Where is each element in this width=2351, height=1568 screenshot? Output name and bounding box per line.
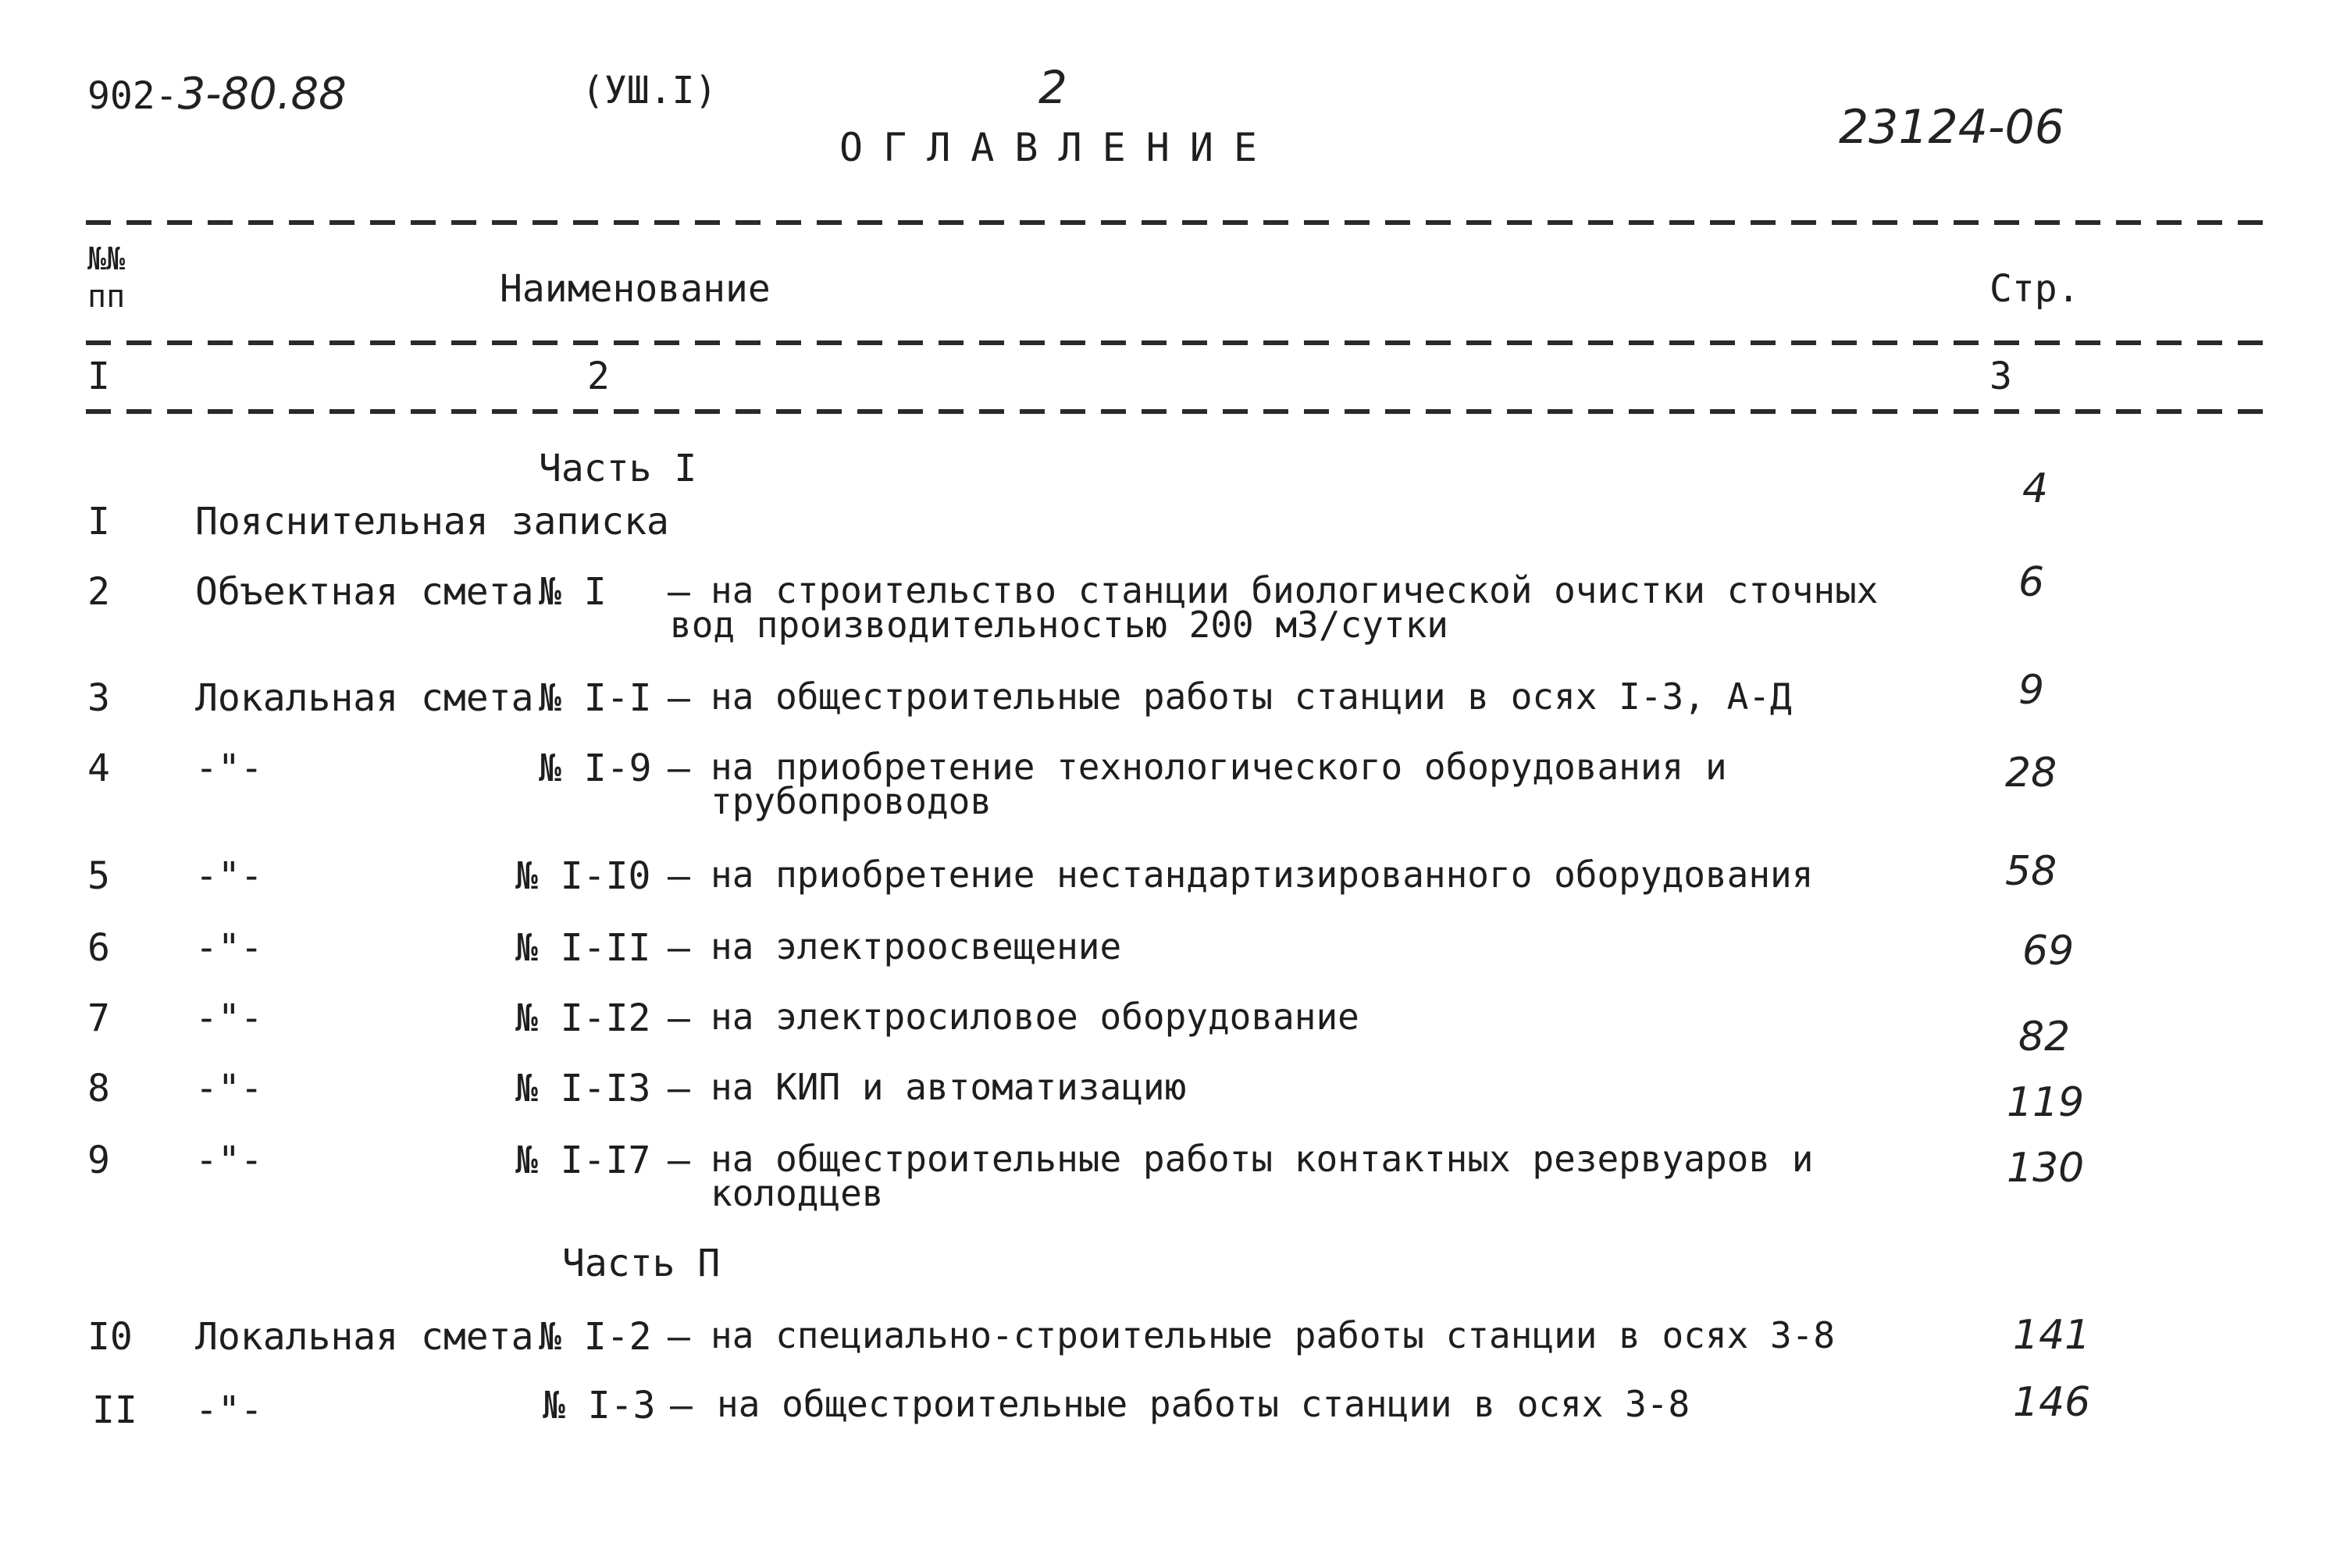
row-number: 3 (87, 676, 110, 720)
part-heading-2: Часть П (562, 1242, 721, 1285)
row-ref: № I-I (539, 676, 652, 720)
dash-separator: – (670, 1384, 693, 1427)
row-description: на приобретение технологического оборудования и (711, 746, 1727, 788)
page-number: 2 (1038, 61, 1067, 114)
row-description: на общестроительные работы станции в осях 3-8 (717, 1383, 1690, 1425)
row-description: на электросиловое оборудование (711, 996, 1359, 1038)
column-index-name: 2 (587, 355, 610, 398)
document-code-printed: 902- (87, 74, 178, 118)
row-number: 9 (87, 1139, 110, 1182)
row-page: 9 (2018, 667, 2045, 714)
column-header-page: Стр. (1989, 267, 2080, 311)
row-document: -"- (195, 926, 263, 970)
row-number: 5 (87, 854, 110, 898)
column-header-name: Наименование (500, 267, 771, 311)
divider-header (86, 340, 2272, 345)
divider-top (86, 220, 2272, 225)
row-description: на общестроительные работы станции в осях I-3, А-Д (711, 675, 1792, 718)
row-page: 141 (2013, 1312, 2091, 1359)
row-number: I0 (87, 1315, 133, 1359)
row-document: -"- (195, 996, 263, 1040)
row-ref: № I-9 (539, 747, 652, 790)
row-ref: № I-I2 (515, 996, 651, 1040)
dash-separator: – (668, 676, 690, 720)
row-document: Пояснительная записка (195, 500, 669, 543)
row-description: на специально-строительные работы станции в осях 3-8 (711, 1314, 1836, 1356)
dash-separator: – (668, 747, 690, 790)
row-number: 7 (87, 996, 110, 1040)
column-header-number: №№ пп (87, 241, 126, 315)
dash-separator: – (668, 996, 690, 1040)
row-page: 119 (2007, 1079, 2085, 1126)
divider-index (86, 409, 2272, 414)
row-document: -"- (195, 1067, 263, 1110)
row-page: 58 (2005, 848, 2057, 895)
row-ref: № I-3 (543, 1384, 656, 1427)
row-document: Объектная смета (195, 570, 534, 614)
dash-separator: – (668, 1067, 690, 1110)
row-number: 6 (87, 926, 110, 970)
row-ref: № I-I0 (515, 854, 651, 898)
row-description-continued: вод производительностью 200 м3/сутки (670, 604, 1448, 646)
album-label: (УШ.I) (582, 69, 718, 112)
document-code (87, 69, 347, 119)
row-document: Локальная смета (195, 1315, 534, 1359)
row-document: Локальная смета (195, 676, 534, 720)
row-number: 2 (87, 570, 110, 614)
row-description-continued: колодцев (711, 1172, 884, 1214)
part-heading-1: Часть I (539, 447, 697, 490)
row-number: 4 (87, 747, 110, 790)
dash-separator: – (668, 1315, 690, 1359)
row-document: -"- (195, 747, 263, 790)
row-ref: № I-2 (539, 1315, 652, 1359)
row-description: на электроосвещение (711, 925, 1122, 968)
row-document: -"- (195, 854, 263, 898)
row-document: -"- (195, 1388, 263, 1432)
row-number: I (87, 500, 110, 543)
row-page: 146 (2013, 1379, 2091, 1426)
dash-separator: – (668, 926, 690, 970)
row-page: 130 (2007, 1145, 2085, 1192)
row-document: -"- (195, 1139, 263, 1182)
row-description-continued: трубопроводов (711, 780, 992, 822)
row-page: 6 (2018, 559, 2045, 606)
dash-separator: – (668, 854, 690, 898)
column-index-page: 3 (1989, 355, 2012, 398)
row-page: 82 (2018, 1014, 2071, 1060)
row-ref: № I-II (515, 926, 651, 970)
page-title: ОГЛАВЛЕНИЕ (839, 125, 1278, 170)
inventory-number: 23124-06 (1839, 100, 2064, 155)
row-description: на строительство станции биологической очистки сточных (711, 569, 1879, 611)
row-description: на приобретение нестандартизированного оборудования (711, 853, 1814, 896)
row-page: 69 (2022, 928, 2075, 975)
row-page: 4 (2022, 465, 2049, 512)
row-description: на КИП и автоматизацию (711, 1066, 1187, 1108)
row-description: на общестроительные работы контактных резервуаров и (711, 1138, 1814, 1180)
document-code-handwritten: 3-80.88 (177, 69, 347, 119)
row-number: 8 (87, 1067, 110, 1110)
row-page: 28 (2005, 750, 2057, 796)
column-index-number: I (87, 355, 110, 398)
row-ref: № I (539, 570, 607, 614)
dash-separator: – (668, 1139, 690, 1182)
dash-separator: – (668, 570, 690, 614)
row-number: II (92, 1388, 137, 1432)
row-ref: № I-I7 (515, 1139, 651, 1182)
row-ref: № I-I3 (515, 1067, 651, 1110)
